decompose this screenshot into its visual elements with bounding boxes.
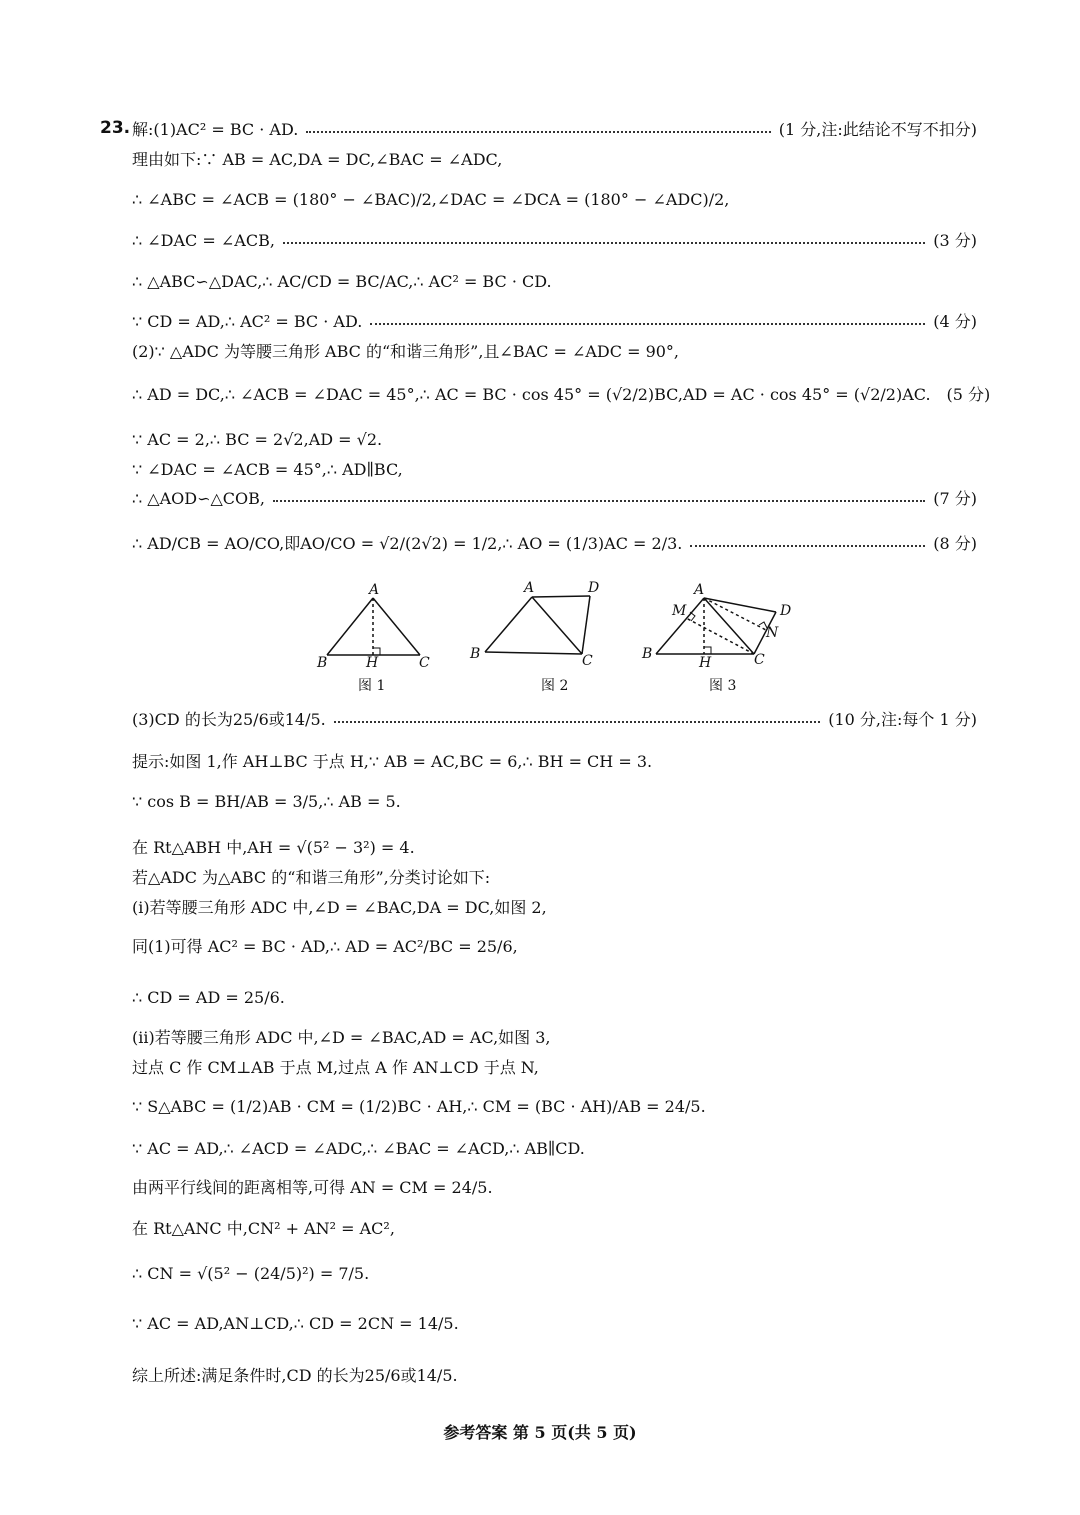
line-text: 理由如下:∵ AB = AC,DA = DC,∠BAC = ∠ADC, [132, 150, 503, 169]
solution-line-15 [132, 792, 977, 812]
solution-line-13 [132, 710, 977, 730]
point-label-b: B [642, 646, 653, 662]
solution-line-14 [132, 752, 977, 772]
line-text: ∴ △AOD∽△COB, [132, 489, 265, 508]
point-label-d: D [588, 580, 600, 596]
right-angle-mark [373, 648, 380, 655]
line-text: 在 Rt△ANC 中,CN² + AN² = AC², [132, 1219, 395, 1238]
line-text: ∴ AD = DC,∴ ∠ACB = ∠DAC = 45°,∴ AC = BC · cos 45° = (√2/2)BC,AD = AC · cos 45° = (√2/2)AC. [132, 385, 931, 404]
solution-line-29 [132, 1366, 977, 1386]
segment-ac [373, 598, 420, 655]
perpendicular-cm [686, 618, 754, 654]
score-note: (1 分,注:此结论不写不扣分) [778, 120, 977, 139]
solution-line-12 [132, 534, 977, 554]
segment-ac [532, 597, 582, 654]
leader-dots [690, 545, 925, 547]
line-text: ∴ ∠ABC = ∠ACB = (180° − ∠BAC)/2,∠DAC = ∠DCA = (180° − ∠ADC)/2, [132, 190, 730, 209]
solution-line-11 [132, 489, 977, 509]
line-text: (ⅰ)若等腰三角形 ADC 中,∠D = ∠BAC,DA = DC,如图 2, [132, 898, 547, 917]
line-text: ∴ AD/CB = AO/CO,即AO/CO = √2/(2√2) = 1/2,∴ AO = (1/3)AC = 2/3. [132, 534, 683, 553]
line-text: ∴ ∠DAC = ∠ACB, [132, 231, 275, 250]
solution-line-23 [132, 1097, 977, 1117]
point-label-h: H [699, 655, 712, 671]
line-text: ∴ CD = AD = 25/6. [132, 988, 285, 1007]
point-label-c: C [582, 653, 593, 669]
solution-line-8 [132, 385, 991, 405]
leader-dots [306, 131, 770, 133]
score-note: (3 分) [933, 231, 977, 250]
line-text: 在 Rt△ABH 中,AH = √(5² − 3²) = 4. [132, 838, 415, 857]
perpendicular-an [704, 598, 766, 630]
line-text: ∵ AC = AD,∴ ∠ACD = ∠ADC,∴ ∠BAC = ∠ACD,∴ AB∥CD. [132, 1139, 585, 1158]
solution-line-20 [132, 988, 977, 1008]
solution-line-6 [132, 312, 977, 332]
point-label-n: N [766, 625, 779, 641]
solution-line-24 [132, 1139, 977, 1159]
leader-dots [370, 323, 925, 325]
line-text: ∵ CD = AD,∴ AC² = BC · AD. [132, 312, 363, 331]
line-text: (2)∵ △ADC 为等腰三角形 ABC 的“和谐三角形”,且∠BAC = ∠ADC = 90°, [132, 342, 680, 361]
point-label-b: B [470, 646, 481, 662]
figures-row [300, 578, 820, 698]
solution-line-27 [132, 1264, 977, 1284]
solution-line-10 [132, 460, 977, 480]
page-footer: 参考答案 第 5 页(共 5 页) [443, 1423, 637, 1442]
right-angle-mark-h [704, 647, 711, 654]
point-label-a: A [694, 582, 705, 598]
solution-line-5 [132, 272, 977, 292]
solution-line-17 [132, 868, 977, 888]
figure-2 [485, 596, 590, 654]
leader-dots [334, 721, 820, 723]
solution-line-16 [132, 838, 977, 858]
leader-dots [273, 500, 925, 502]
score-note: (7 分) [933, 489, 977, 508]
score-note: (4 分) [933, 312, 977, 331]
figure-1 [327, 598, 420, 655]
line-text: 由两平行线间的距离相等,可得 AN = CM = 24/5. [132, 1178, 493, 1197]
solution-line-9 [132, 430, 977, 450]
point-label-c: C [754, 652, 765, 668]
line-text: 提示:如图 1,作 AH⊥BC 于点 H,∵ AB = AC,BC = 6,∴ BH = CH = 3. [132, 752, 653, 771]
figure-1-caption: 图 1 [358, 678, 386, 694]
question-number: 23. [100, 118, 131, 138]
solution-line-4 [132, 231, 977, 251]
line-text: ∴ △ABC∽△DAC,∴ AC/CD = BC/AC,∴ AC² = BC · CD. [132, 272, 552, 291]
solution-line-25 [132, 1178, 977, 1198]
point-label-a: A [369, 582, 380, 598]
leader-dots [283, 242, 925, 244]
line-text: 同(1)可得 AC² = BC · AD,∴ AD = AC²/BC = 25/6, [132, 937, 518, 956]
score-note: (5 分) [946, 385, 991, 404]
solution-line-2 [132, 150, 977, 170]
line-text: ∵ AC = AD,AN⊥CD,∴ CD = 2CN = 14/5. [132, 1314, 459, 1333]
line-text: ∵ cos B = BH/AB = 3/5,∴ AB = 5. [132, 792, 401, 811]
segment-ad [532, 596, 590, 597]
solution-line-18 [132, 898, 977, 918]
line-text: ∵ S△ABC = (1/2)AB · CM = (1/2)BC · AH,∴ CM = (BC · AH)/AB = 24/5. [132, 1097, 706, 1116]
solution-line-21 [132, 1028, 977, 1048]
point-label-b: B [317, 655, 328, 671]
solution-line-1 [132, 120, 977, 140]
score-note: (8 分) [933, 534, 977, 553]
solution-line-26 [132, 1219, 977, 1239]
figure-3-caption: 图 3 [709, 678, 737, 694]
line-text: ∵ AC = 2,∴ BC = 2√2,AD = √2. [132, 430, 383, 449]
point-label-m: M [672, 603, 687, 619]
solution-line-28 [132, 1314, 977, 1334]
line-text: (3)CD 的长为25/6或14/5. [132, 710, 326, 729]
solution-line-7 [132, 342, 977, 362]
line-text: 若△ADC 为△ABC 的“和谐三角形”,分类讨论如下: [132, 868, 491, 887]
point-label-d: D [780, 603, 792, 619]
point-label-h: H [366, 655, 379, 671]
point-label-a: A [524, 580, 535, 596]
line-text: ∴ CN = √(5² − (24/5)²) = 7/5. [132, 1264, 370, 1283]
solution-line-22 [132, 1058, 977, 1078]
line-text: 综上所述:满足条件时,CD 的长为25/6或14/5. [132, 1366, 458, 1385]
segment-bc [485, 652, 582, 654]
line-text: 过点 C 作 CM⊥AB 于点 M,过点 A 作 AN⊥CD 于点 N, [132, 1058, 539, 1077]
figure-2-caption: 图 2 [541, 678, 569, 694]
segment-ab [327, 598, 373, 655]
line-text: ∵ ∠DAC = ∠ACB = 45°,∴ AD∥BC, [132, 460, 403, 479]
solution-line-19 [132, 937, 977, 957]
line-text: 解:(1)AC² = BC · AD. [132, 120, 299, 139]
segment-ab [485, 597, 532, 652]
segment-dc [582, 596, 590, 654]
score-note: (10 分,注:每个 1 分) [828, 710, 977, 729]
solution-line-3 [132, 190, 977, 210]
point-label-c: C [419, 655, 430, 671]
line-text: (ⅱ)若等腰三角形 ADC 中,∠D = ∠BAC,AD = AC,如图 3, [132, 1028, 551, 1047]
